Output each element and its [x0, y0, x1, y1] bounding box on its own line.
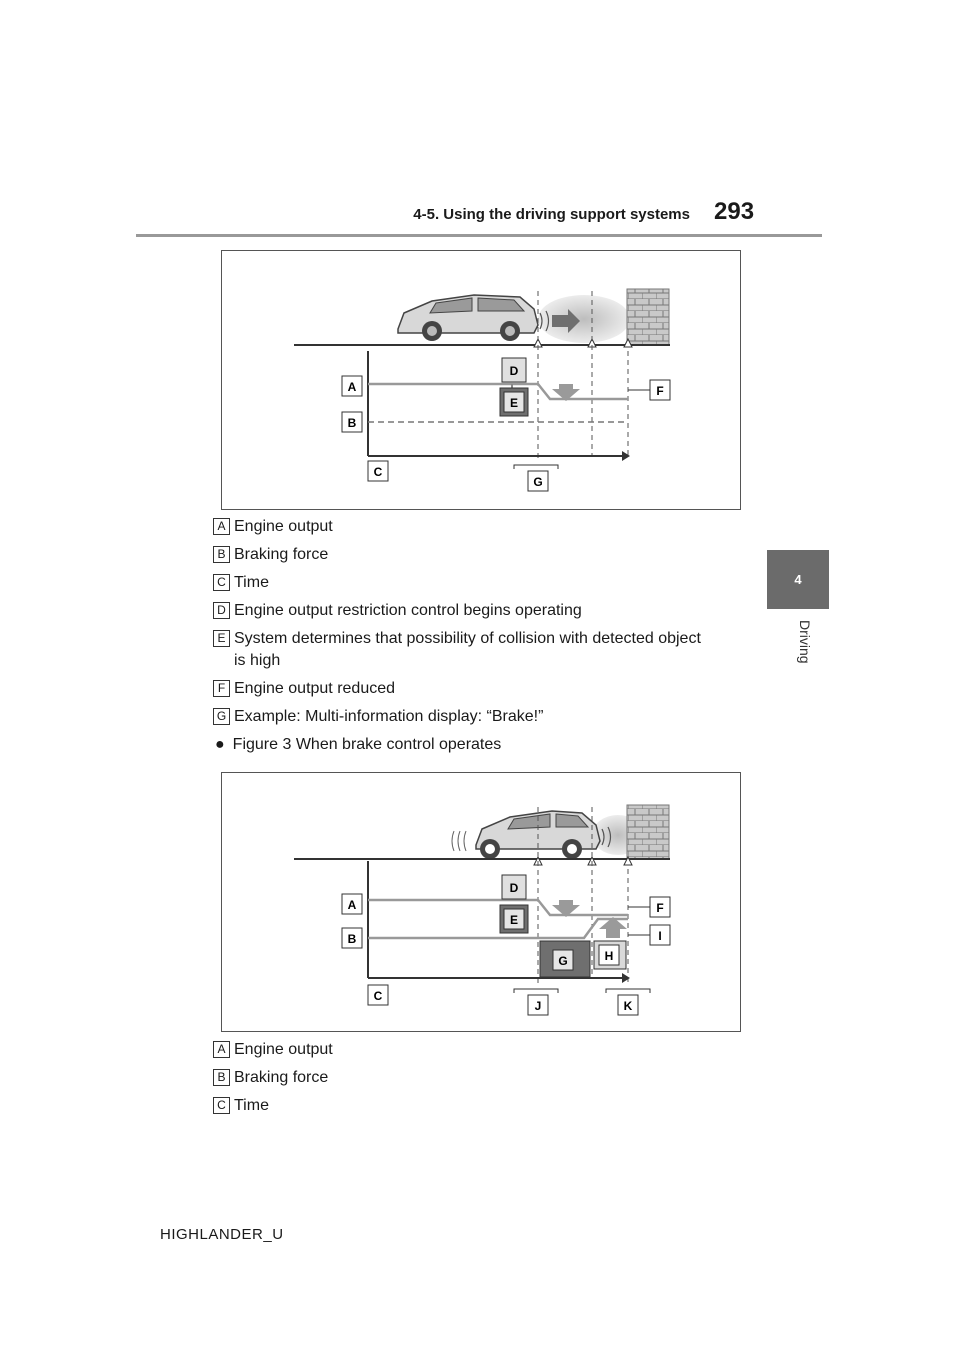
chapter-tab: [767, 550, 829, 609]
label-F: F: [656, 384, 664, 398]
legend-text: Engine output: [234, 1041, 333, 1058]
footer-model: HIGHLANDER_U: [160, 1226, 284, 1243]
figure-brake-control: [221, 772, 741, 1032]
label-C: C: [373, 465, 383, 479]
label-C: C: [373, 989, 383, 1003]
figure-3-heading-text: Figure 3 When brake control operates: [232, 736, 502, 753]
label-H: H: [604, 949, 614, 963]
engine-output-line: [368, 384, 628, 399]
legend-key-B: B: [213, 1069, 230, 1086]
label-J: J: [534, 999, 542, 1013]
legend-item-C: [213, 1095, 753, 1117]
bullet-icon: ●: [215, 736, 225, 753]
legend-key-B: B: [213, 546, 230, 563]
legend-item-E: [213, 628, 713, 672]
suv-icon: [398, 295, 538, 341]
legend-text: Braking force: [234, 1069, 329, 1086]
legend-text: Time: [234, 574, 269, 591]
legend-text: System determines that possibility of collision with detected object is high: [234, 630, 701, 669]
label-F: F: [656, 901, 664, 915]
figure-engine-output-restriction: [221, 250, 741, 510]
legend-text: Braking force: [234, 546, 329, 563]
label-A: A: [347, 380, 357, 394]
legend-key-F: F: [213, 680, 230, 697]
legend-item-D: [213, 600, 753, 622]
braking-force-line: [368, 919, 628, 938]
graph-axes: [368, 861, 630, 983]
label-D: D: [509, 881, 519, 895]
header-rule: [136, 234, 822, 237]
figure-2-svg: [222, 251, 740, 509]
legend-key-C: C: [213, 574, 230, 591]
chapter-name: Driving: [797, 620, 813, 664]
engine-output-line: [368, 900, 628, 915]
car-scene: [294, 805, 670, 859]
legend-item-A: [213, 516, 753, 538]
legend-key-A: A: [213, 1041, 230, 1058]
motion-lines: [452, 831, 466, 851]
legend-key-E: E: [213, 630, 230, 647]
wall-icon: [627, 289, 669, 345]
label-A: A: [347, 898, 357, 912]
legend-key-G: G: [213, 708, 230, 725]
graph-axes: [368, 351, 630, 461]
label-G: G: [558, 954, 568, 968]
section-title: 4-5. Using the driving support systems: [413, 206, 690, 223]
legend-figure-3: [213, 1039, 753, 1123]
label-D: D: [509, 364, 519, 378]
legend-figure-2: [213, 516, 753, 734]
legend-key-D: D: [213, 602, 230, 619]
legend-text: Example: Multi-information display: “Brake!”: [234, 708, 544, 725]
legend-text: Time: [234, 1097, 269, 1114]
legend-key-A: A: [213, 518, 230, 535]
chapter-number: 4: [794, 572, 802, 587]
page-number: 293: [714, 198, 755, 225]
callout-boxes: [342, 358, 670, 491]
wall-icon: [627, 805, 669, 859]
legend-item-B: [213, 544, 753, 566]
legend-item-G: [213, 706, 753, 728]
legend-text: Engine output reduced: [234, 680, 396, 697]
callout-boxes: [342, 875, 670, 1015]
legend-item-A: [213, 1039, 753, 1061]
legend-key-C: C: [213, 1097, 230, 1114]
label-B: B: [347, 416, 357, 430]
legend-text: Engine output restriction control begins operating: [234, 602, 582, 619]
label-E: E: [509, 913, 519, 927]
legend-item-B: [213, 1067, 753, 1089]
legend-item-F: [213, 678, 753, 700]
label-E: E: [509, 396, 519, 410]
label-G: G: [533, 475, 543, 489]
label-I: I: [658, 929, 662, 943]
legend-item-C: [213, 572, 753, 594]
figure-3-svg: [222, 773, 740, 1031]
car-scene: [294, 289, 670, 345]
label-B: B: [347, 932, 357, 946]
legend-text: Engine output: [234, 518, 333, 535]
label-K: K: [623, 999, 633, 1013]
figure-3-heading: [215, 736, 501, 754]
sensor-beam: [538, 295, 630, 343]
